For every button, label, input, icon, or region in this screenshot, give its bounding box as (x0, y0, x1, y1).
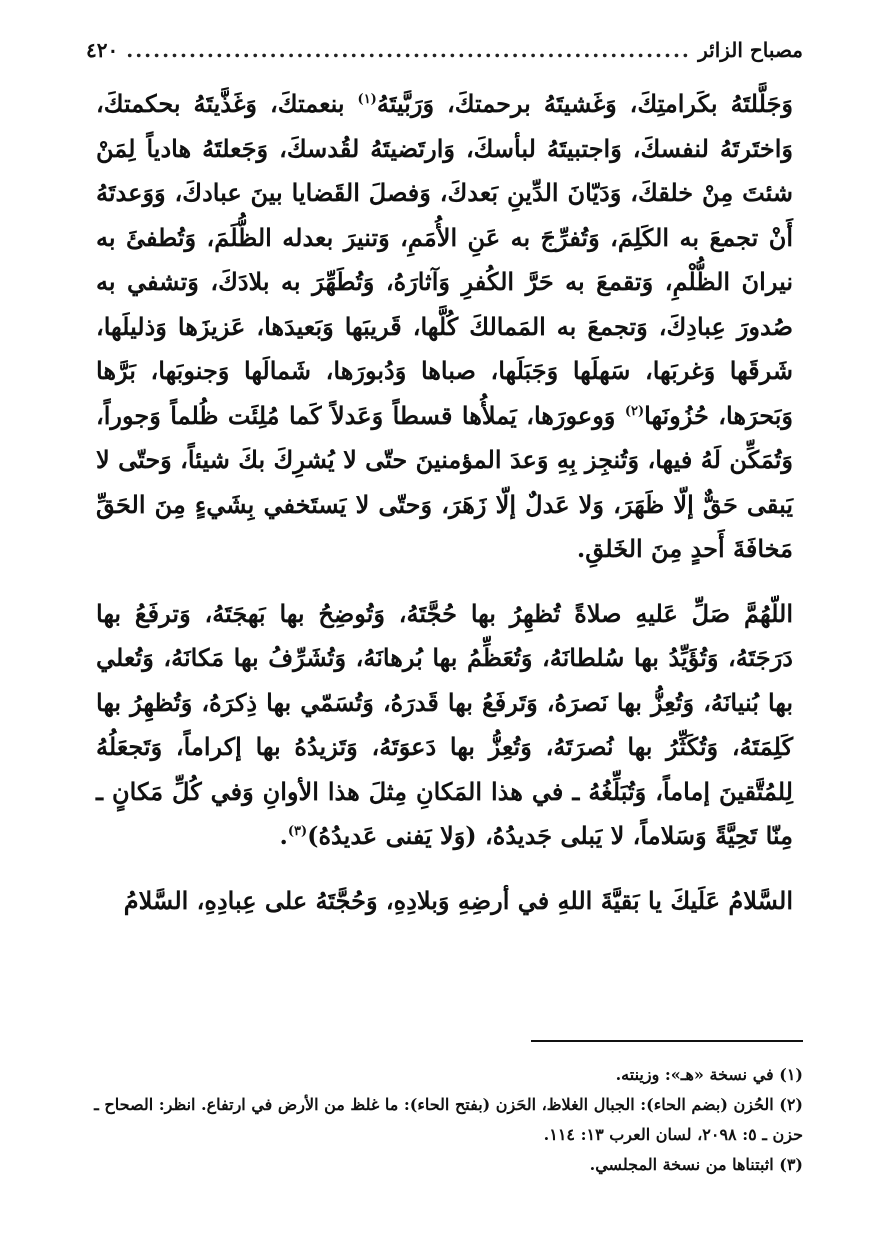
header-leader-dots (126, 38, 690, 62)
page-number: ٤٢٠ (86, 38, 119, 62)
paragraph-2-end: . (279, 821, 288, 850)
paragraph-3: السَّلامُ عَلَيكَ يا بَقيَّةَ اللهِ في أرضِهِ وَبلادِهِ، وَحُجَّتَهُ على عِبادِهِ، السَّلامُ (123, 885, 793, 915)
running-title: مصباح الزائر (698, 38, 803, 62)
paragraph-1-part-c: وَوعورَها، يَملأُها قسطاً وَعَدلاً كَما مُلِئَت ظُلماً وَجوراً، وَتُمَكِّن لَهُ فيها، وَتُنجِز بِهِ وَعدَ المؤمنينَ حتّى لا يُشرِكَ بكَ شيئاً، وَحتّى لا يَبقى حَقٌّ إلّا ظَهَرَ، وَلا عَدلٌ إلّا زَهَرَ، وَحتّى لا يَستَخفي بِشَيءٍ مِنَ الحَقِّ مَخافَةَ أَحدٍ مِنَ الخَلقِ. (96, 400, 793, 563)
paragraph-2 (96, 592, 793, 859)
paragraph-1-part-b: بنعمتكَ، وَغَذَّيتَهُ بحكمتكَ، وَاختَرتَهُ لنفسكَ، وَاجتبيتَهُ لبأسكَ، وَارتَضيتَهُ لقُدسكَ، وَجَعلتَهُ هادياً لِمَنْ شئتَ مِنْ خلقكَ، وَدَيّانَ الدِّينِ بَعدكَ، وَفصلَ القَضايا بينَ عبادكَ، وَوَعدتَهُ أَنْ تجمعَ به الكَلِمَ، وَتُفرِّجَ به عَنِ الأُمَمِ، وَتنيرَ بعدله الظُّلَمَ، وَتُطفئَ به نيرانَ الظُّلْمِ، وَتقمعَ به حَرَّ الكُفرِ وَآثارَهُ، وَتُطَهِّرَ به بلادَكَ، وَتشفي به صُدورَ عِبادِكَ، وَتجمعَ به المَمالكَ كُلَّها، قَريبَها وَبَعيدَها، عَزيزَها وَذليلَها، شَرقَها وَغربَها، سَهلَها وَجَبَلَها، صباها وَدُبورَها، شَمالَها وَجنوبَها، بَرَّها وَبَحرَها، حُزُونَها (96, 89, 793, 430)
footnote-2: (٢) الحُزن (بضم الحاء): الجبال الغلاظ، الحَزن (بفتح الحاء): ما غلظ من الأرض في ارتفاع. انظر: الصحاح ـ حزن ـ ٥: ٢٠٩٨، لسان العرب ١٣: ١١٤. (94, 1095, 803, 1144)
paragraph-1 (96, 82, 793, 572)
paragraph-2-text: اللّهُمَّ صَلِّ عَليهِ صلاةً تُظهِرُ بها حُجَّتَهُ، وَتُوضِحُ بها بَهجَتَهُ، وَترفَعُ بها دَرَجَتَهُ، وَتُؤَيِّدُ بها سُلطانَهُ، وَتُعَظِّمُ بها بُرهانَهُ، وَتُشَرِّفُ بها مَكانَهُ، وَتُعلي بها بُنيانَهُ، وَتُعِزُّ بها نَصرَهُ، وَتَرفَعُ بها قَدرَهُ، وَتُسَمّي بها ذِكرَهُ، وَتُظهِرُ بها كَلِمَتَهُ، وَتُكَثِّرُ بها نُصرَتَهُ، وَتُعِزُّ بها دَعوَتَهُ، وَتَزيدُهُ بها إكراماً، وَتَجعَلُهُ لِلمُتَّقينَ إماماً، وَتُبَلِّغُهُ ـ في هذا المَكانِ مِثلَ هذا الأوانِ وَفي كُلِّ مَكانٍ ـ مِنّا تَحِيَّةً وَسَلاماً، لا يَبلى جَديدُهُ، (وَلا يَفنى عَديدُهُ) (96, 598, 793, 850)
page-header (86, 32, 803, 68)
footnote-3: (٣) اثبتناها من نسخة المجلسي. (589, 1155, 803, 1174)
footnote-ref-1: (١) (357, 92, 377, 107)
footnote-ref-2: (٢) (624, 403, 645, 419)
main-text (96, 82, 793, 923)
footnotes (86, 1060, 803, 1180)
footnote-1: (١) في نسخة «هـ»: وزينته. (615, 1065, 803, 1084)
paragraph-1-part-a: وَجَلَّلتَهُ بكَرامتِكَ، وَغَشيتَهُ برحمتكَ، وَرَبَّيتَهُ (376, 89, 793, 118)
footnote-ref-3: (٣) (287, 824, 308, 839)
footnote-separator (531, 1040, 803, 1042)
